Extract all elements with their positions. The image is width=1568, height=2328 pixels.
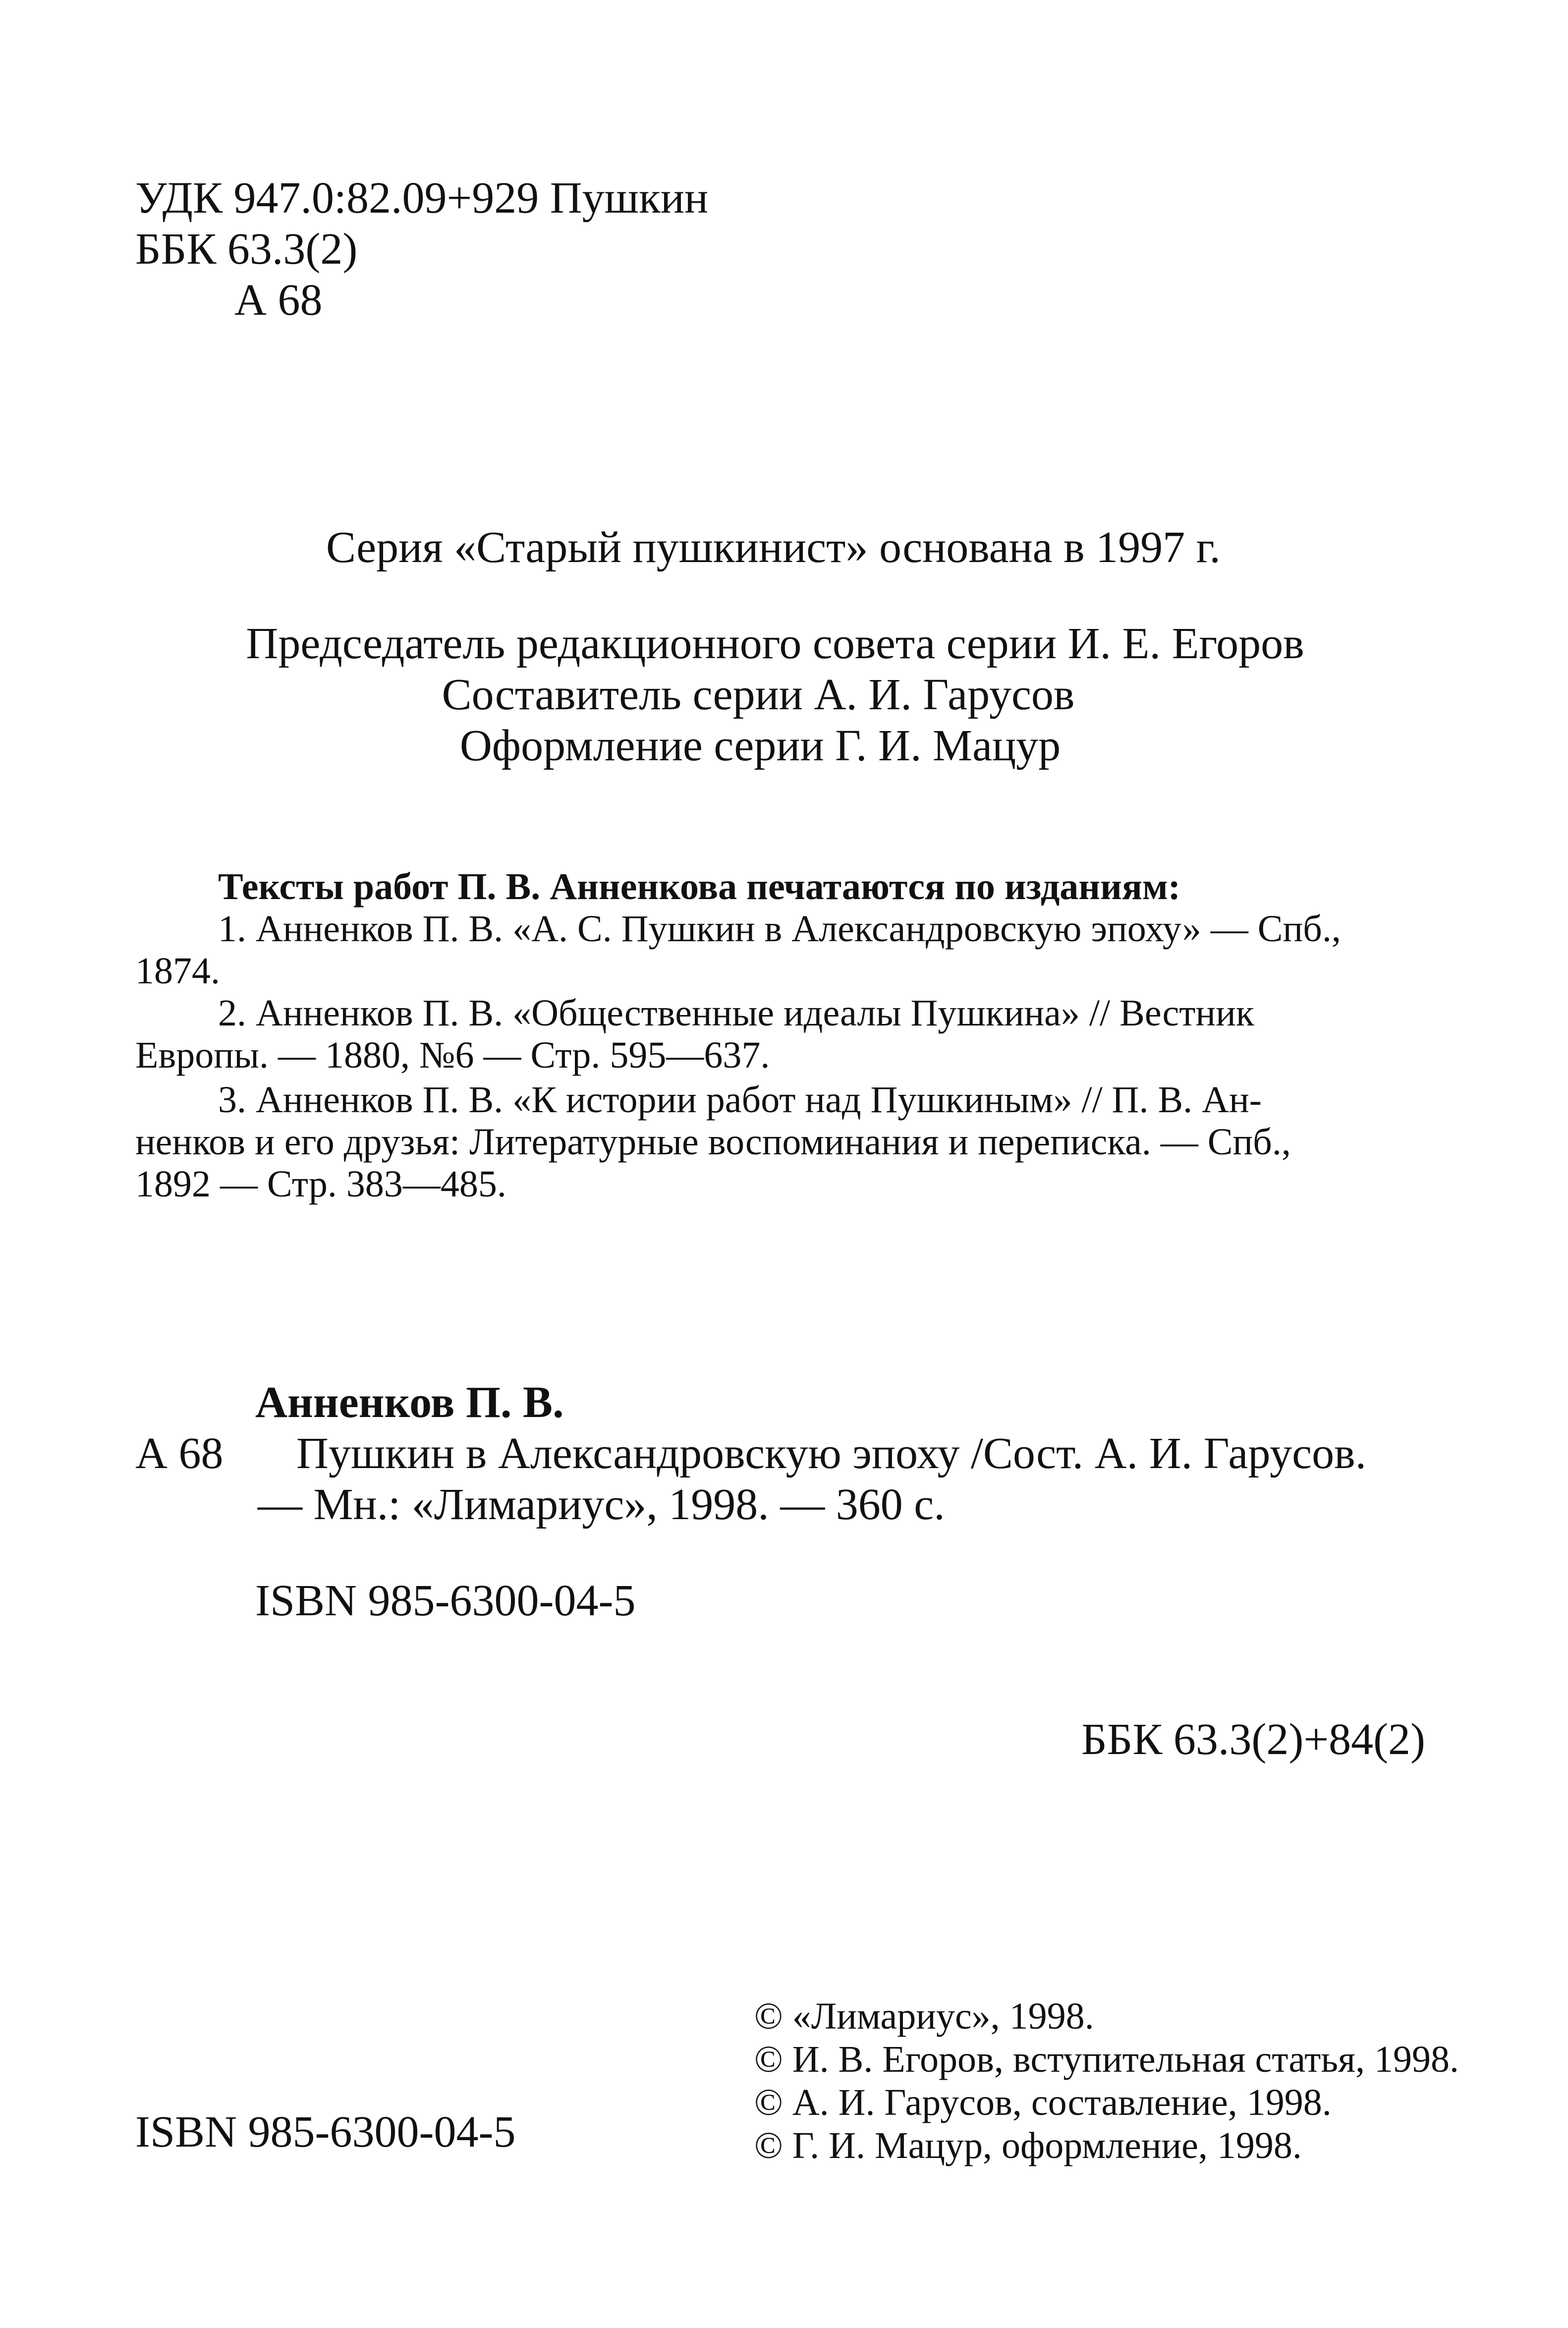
author-mark: А 68 — [234, 276, 323, 325]
source-1-line-1: 1. Анненков П. В. «А. С. Пушкин в Александровскую эпоху» — Спб., — [218, 908, 1341, 950]
copyright-line: © И. В. Егоров, вступительная статья, 1998. — [754, 2039, 1459, 2080]
copyright-line: © А. И. Гарусов, составление, 1998. — [754, 2082, 1332, 2123]
record-isbn: ISBN 985-6300-04-5 — [255, 1576, 636, 1625]
udk-code: УДК 947.0:82.09+929 Пушкин — [135, 173, 709, 223]
copyright-line: © «Лимариус», 1998. — [754, 1995, 1094, 2037]
sources-heading: Тексты работ П. В. Анненкова печатаются по изданиям: — [218, 866, 1181, 908]
record-imprint: — Мн.: «Лимариус», 1998. — 360 с. — [258, 1480, 945, 1529]
source-1-line-2: 1874. — [135, 950, 220, 992]
series-founded: Серия «Старый пушкинист» основана в 1997 г. — [326, 523, 1221, 572]
record-title: Пушкин в Александровскую эпоху /Сост. А. И. Гарусов. — [296, 1429, 1367, 1478]
source-3-line-3: 1892 — Стр. 383—485. — [135, 1163, 506, 1205]
series-design: Оформление серии Г. И. Мацур — [459, 721, 1061, 770]
source-2-line-2: Европы. — 1880, №6 — Стр. 595—637. — [135, 1034, 770, 1076]
source-3-line-2: ненков и его друзья: Литературные воспоминания и переписка. — Спб., — [135, 1121, 1291, 1163]
series-compiler: Составитель серии А. И. Гарусов — [442, 670, 1075, 719]
footer-isbn: ISBN 985-6300-04-5 — [135, 2107, 516, 2157]
record-mark: А 68 — [135, 1429, 224, 1478]
record-author: Анненков П. В. — [255, 1378, 564, 1427]
bbk-code: ББК 63.3(2) — [135, 225, 358, 274]
series-chairman: Председатель редакционного совета серии И. Е. Егоров — [246, 619, 1304, 668]
source-3-line-1: 3. Анненков П. В. «К истории работ над Пушкиным» // П. В. Ан- — [218, 1079, 1262, 1121]
source-2-line-1: 2. Анненков П. В. «Общественные идеалы Пушкина» // Вестник — [218, 992, 1254, 1034]
copyright-line: © Г. И. Мацур, оформление, 1998. — [754, 2125, 1302, 2166]
record-bbk: ББК 63.3(2)+84(2) — [1081, 1715, 1426, 1764]
